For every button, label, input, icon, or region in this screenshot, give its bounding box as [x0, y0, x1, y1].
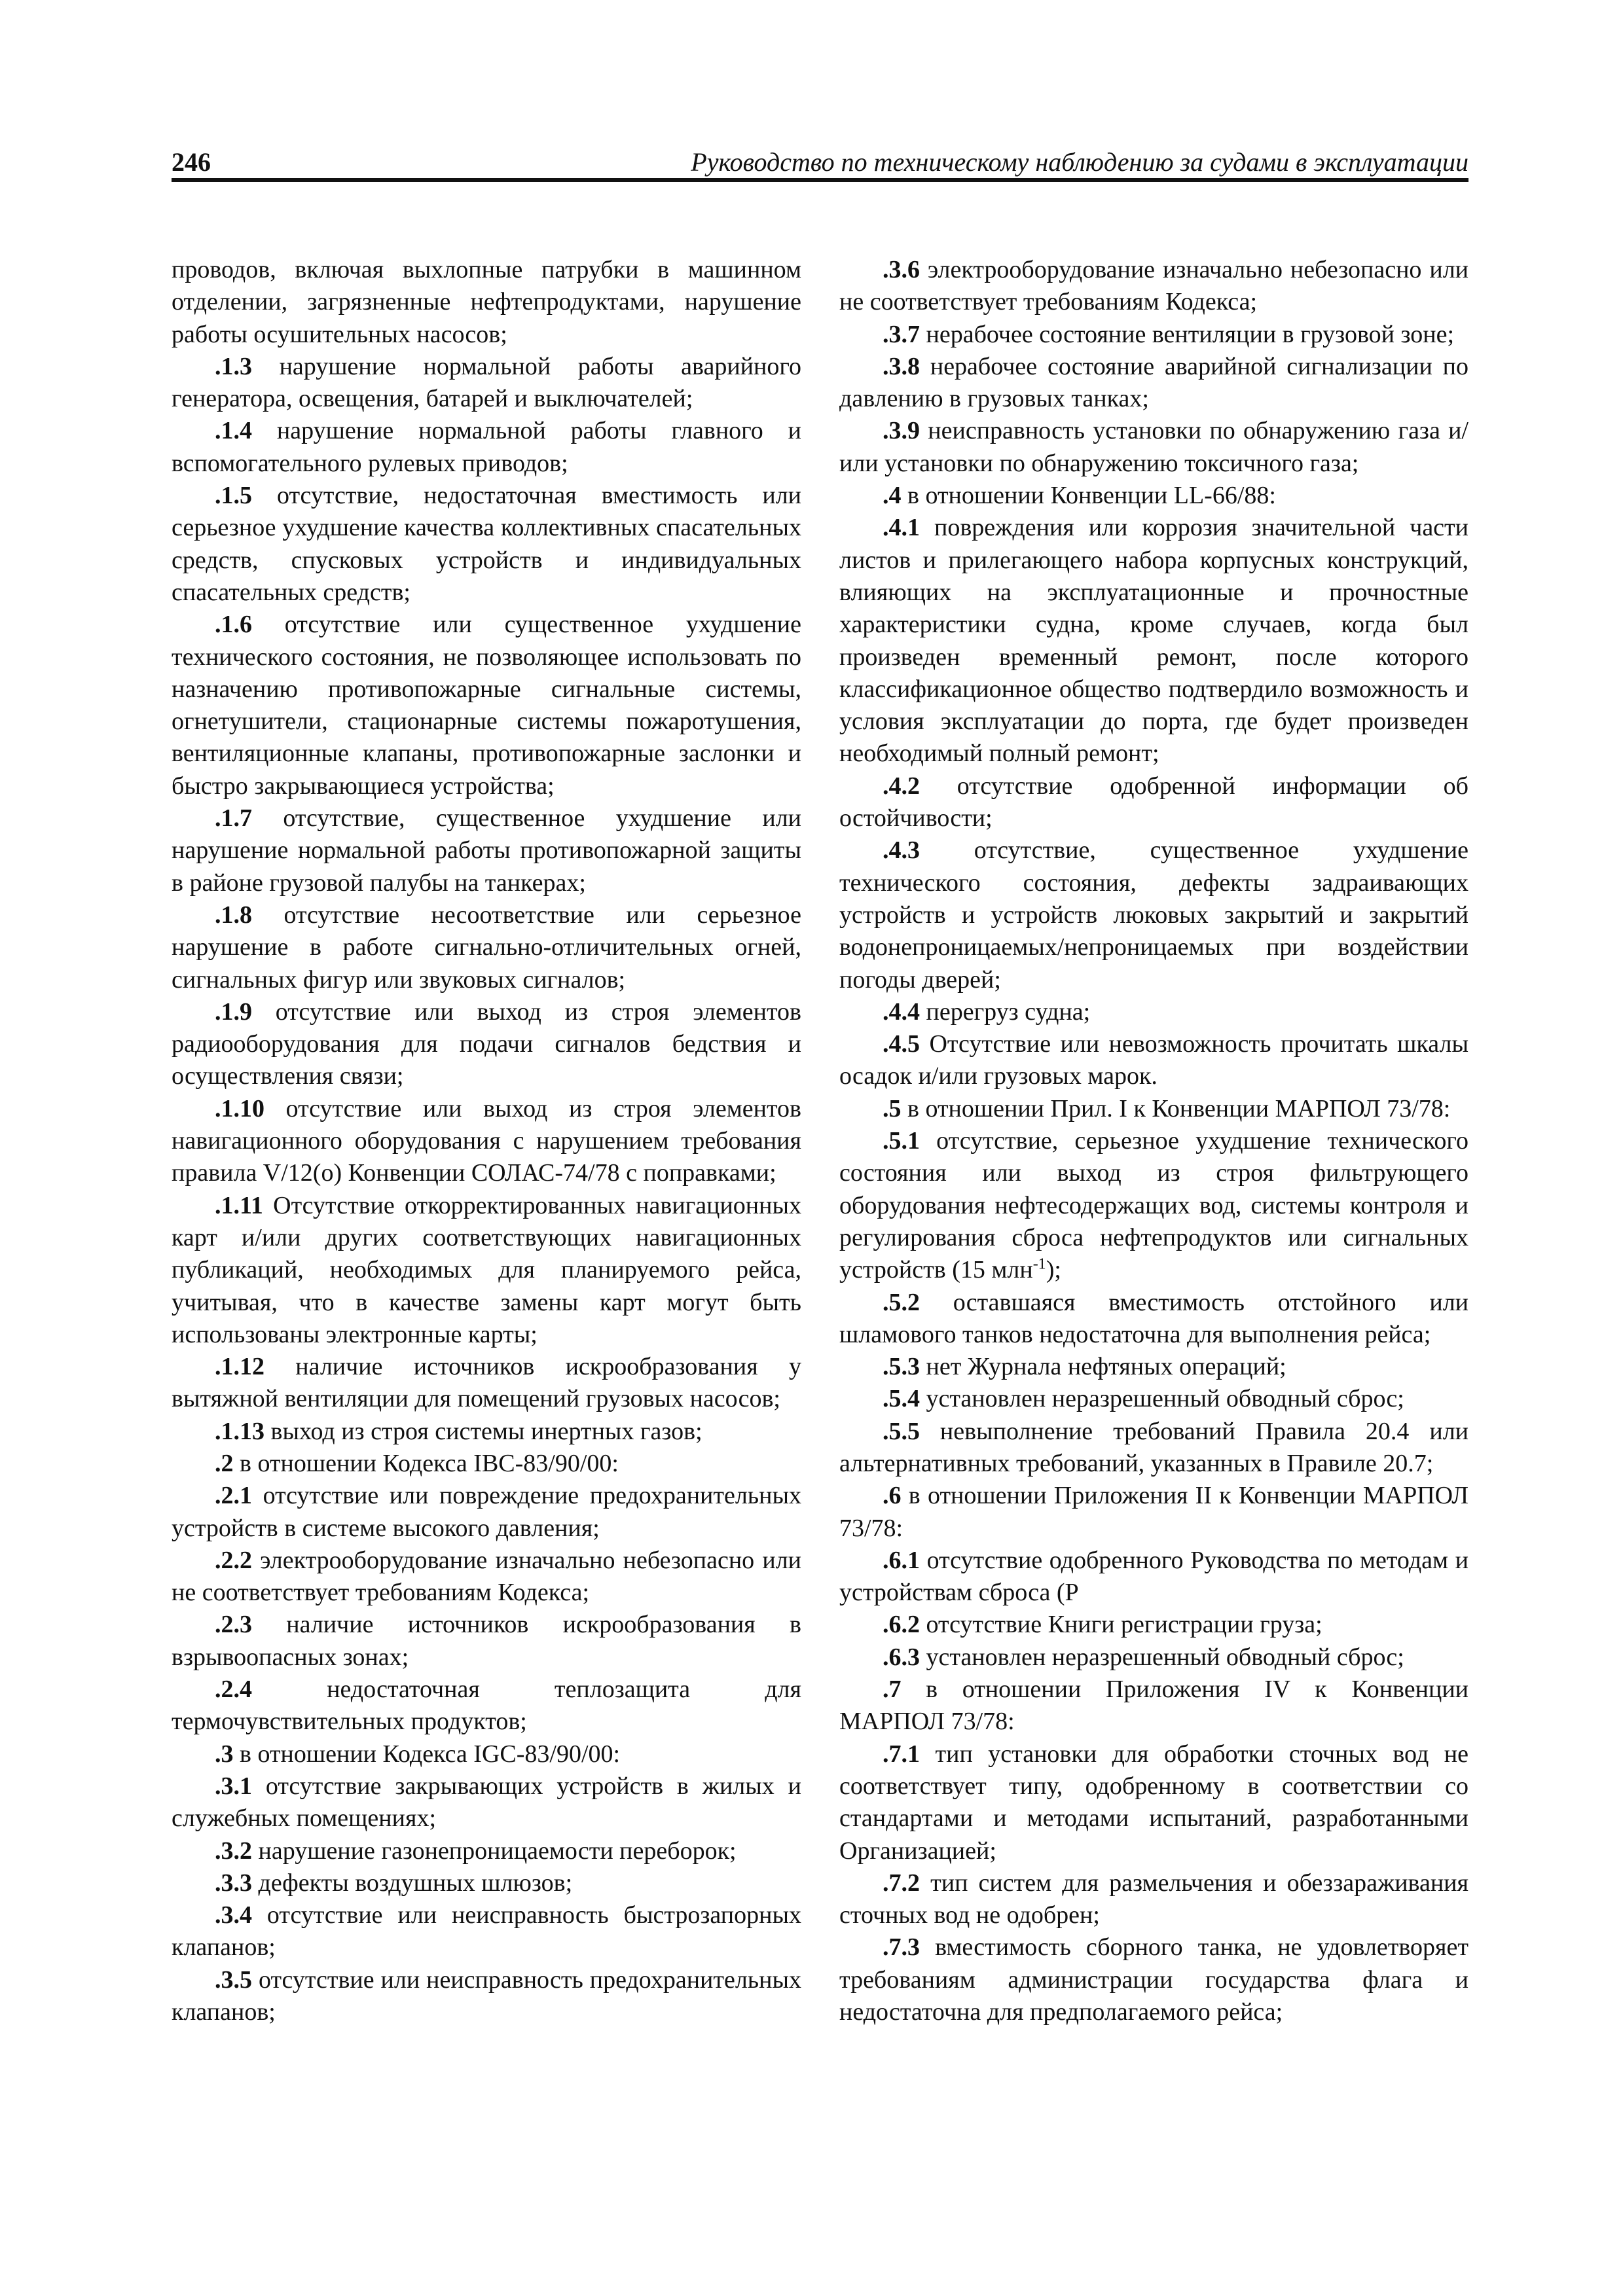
item-number: .1.8 — [215, 901, 252, 929]
item-text: отсутствие или существенное ухудшение технического состояния, не позволяющее использовать по назначению противопожарные сигнальные системы, огнетушители, стационарные системы пожаротушения, вентиляционные клапаны, противопожарные заслонки и быстро закрывающиеся устройства; — [172, 611, 801, 800]
paragraph — [172, 899, 801, 996]
item-number: .7.1 — [883, 1740, 920, 1768]
item-number: .6.3 — [883, 1643, 920, 1671]
item-number: .2.4 — [215, 1676, 252, 1704]
item-number: .3.7 — [883, 320, 920, 348]
item-text: нарушение нормальной работы аварийного генератора, освещения, батарей и выключателей; — [172, 352, 801, 413]
paragraph — [172, 1093, 801, 1190]
item-text: отсутствие или выход из строя элементов навигационного оборудования с нарушением требования правила V/12(o) Конвенции СОЛАС-74/78 с поправками; — [172, 1094, 801, 1187]
paragraph — [839, 1125, 1468, 1286]
item-text: в отношении Кодекса IGC-83/90/00: — [233, 1740, 621, 1768]
running-title: Руководство по техническому наблюдению за судами в эксплуатации — [691, 147, 1468, 177]
item-text: дефекты воздушных шлюзов; — [252, 1869, 573, 1897]
item-text: нарушение газонепроницаемости переборок; — [252, 1837, 737, 1865]
item-text: установлен неразрешенный обводный сброс; — [920, 1385, 1404, 1413]
paragraph — [172, 480, 801, 609]
item-text: нет Журнала нефтяных операций; — [920, 1353, 1286, 1381]
item-number: .2 — [215, 1449, 234, 1477]
item-number: .1.11 — [215, 1191, 263, 1219]
item-text: нерабочее состояние аварийной сигнализации по давлению в грузовых танках; — [839, 352, 1468, 413]
item-text: отсутствие или выход из строя элементов радиооборудования для подачи сигналов бедствия и осуществления связи; — [172, 997, 801, 1090]
paragraph — [172, 1448, 801, 1480]
paragraph — [839, 1674, 1468, 1738]
paragraph — [172, 1738, 801, 1770]
item-text: отсутствие закрывающих устройств в жилых и служебных помещениях; — [172, 1772, 801, 1833]
paragraph — [839, 1351, 1468, 1383]
item-text: отсутствие несоответствие или серьезное нарушение в работе сигнально-отличительных огней, сигнальных фигур или звуковых сигналов; — [172, 901, 801, 994]
left-column — [172, 254, 801, 2028]
item-text: в отношении Прил. I к Конвенции МАРПОЛ 73/78: — [901, 1094, 1451, 1122]
item-number: .1.9 — [215, 997, 252, 1026]
item-number: .3.2 — [215, 1837, 252, 1865]
item-text: в отношении Кодекса IBC-83/90/00: — [233, 1449, 619, 1477]
item-number: .3.4 — [215, 1901, 252, 1929]
paragraph — [839, 254, 1468, 319]
item-number: .5 — [883, 1094, 902, 1122]
item-number: .6 — [883, 1482, 902, 1510]
paragraph — [839, 1093, 1468, 1125]
item-number: .1.13 — [215, 1417, 264, 1445]
paragraph — [172, 609, 801, 802]
paragraph — [172, 1964, 801, 2029]
item-text: в отношении Приложения II к Конвенции МАРПОЛ 73/78: — [839, 1482, 1468, 1542]
paragraph — [172, 1480, 801, 1545]
paragraph — [172, 1674, 801, 1738]
item-number: .5.1 — [883, 1127, 920, 1155]
item-text: отсутствие или неисправность предохранительных клапанов; — [172, 1965, 801, 2026]
item-text: тип установки для обработки сточных вод не соответствует типу, одобренному в соответствии со стандартами и методами испытаний, разработанными Организацией; — [839, 1740, 1468, 1865]
item-text: Отсутствие или невозможность прочитать шкалы осадок и/или грузовых марок. — [839, 1030, 1468, 1090]
item-number: .4.4 — [883, 997, 920, 1026]
header-rule — [172, 178, 1468, 182]
item-text: в отношении Конвенции LL-66/88: — [901, 482, 1276, 510]
paragraph — [172, 1609, 801, 1674]
item-text: нарушение нормальной работы главного и вспомогательного рулевых приводов; — [172, 417, 801, 477]
item-text: нерабочее состояние вентиляции в грузовой зоне; — [920, 320, 1455, 348]
paragraph — [839, 1641, 1468, 1674]
item-number: .4.3 — [883, 836, 920, 865]
item-number: .3.3 — [215, 1869, 252, 1897]
item-number: .4.2 — [883, 772, 920, 800]
paragraph — [839, 834, 1468, 996]
item-number: .5.5 — [883, 1417, 920, 1445]
page-number: 246 — [172, 147, 211, 177]
item-number: .1.4 — [215, 417, 252, 445]
superscript: -1 — [1032, 1255, 1046, 1273]
item-number: .6.2 — [883, 1611, 920, 1639]
item-text: оставшаяся вместимость отстойного или шламового танков недостаточна для выполнения рейса; — [839, 1288, 1468, 1348]
item-text: тип систем для размельчения и обеззараживания сточных вод не одобрен; — [839, 1869, 1468, 1929]
item-number: .4 — [883, 482, 902, 510]
item-text: электрооборудование изначально небезопасно или не соответствует требованиям Кодекса; — [839, 256, 1468, 316]
item-text: отсутствие одобренного Руководства по методам и устройствам сброса (Р — [839, 1546, 1468, 1607]
item-text: наличие источников искрообразования у вытяжной вентиляции для помещений грузовых насосов; — [172, 1353, 801, 1413]
item-number: .1.6 — [215, 611, 252, 639]
page-header — [172, 145, 1468, 179]
paragraph — [839, 1287, 1468, 1352]
right-column — [839, 254, 1468, 2028]
paragraph — [839, 351, 1468, 416]
item-text: вместимость сборного танка, не удовлетворяет требованиям администрации государства флага и недостаточна для предполагаемого рейса; — [839, 1933, 1468, 2026]
item-number: .3 — [215, 1740, 234, 1768]
paragraph — [172, 802, 801, 899]
paragraph — [172, 1416, 801, 1448]
paragraph — [839, 1416, 1468, 1480]
paragraph — [839, 1383, 1468, 1415]
item-text: в отношении Приложения IV к Конвенции МАРПОЛ 73/78: — [839, 1676, 1468, 1736]
item-text: выход из строя системы инертных газов; — [264, 1417, 702, 1445]
paragraph — [839, 415, 1468, 480]
item-text: отсутствие, недостаточная вместимость или серьезное ухудшение качества коллективных спасательных средств, спусковых устройств и индивидуальных спасательных средств; — [172, 482, 801, 606]
paragraph — [172, 351, 801, 416]
item-text: отсутствие или неисправность быстрозапорных клапанов; — [172, 1901, 801, 1962]
paragraph — [172, 1770, 801, 1835]
item-number: .5.3 — [883, 1353, 920, 1381]
item-number: .3.9 — [883, 417, 920, 445]
paragraph — [172, 1545, 801, 1609]
item-text: неисправность установки по обнаружению газа и/или установки по обнаружению токсичного газа; — [839, 417, 1468, 477]
paragraph — [172, 1867, 801, 1899]
item-text: невыполнение требований Правила 20.4 или альтернативных требований, указанных в Правиле 20.7; — [839, 1417, 1468, 1477]
item-text: отсутствие, существенное ухудшение или нарушение нормальной работы противопожарной защиты в районе грузовой палубы на танкерах; — [172, 804, 801, 897]
paragraph — [172, 996, 801, 1093]
item-number: .2.1 — [215, 1482, 252, 1510]
paragraph — [839, 1867, 1468, 1932]
paragraph — [839, 1609, 1468, 1641]
item-number: .7 — [883, 1676, 902, 1704]
paragraph — [839, 480, 1468, 512]
paragraph — [839, 512, 1468, 770]
item-text: электрооборудование изначально небезопасно или не соответствует требованиям Кодекса; — [172, 1546, 801, 1607]
item-text: отсутствие или повреждение предохранительных устройств в системе высокого давления; — [172, 1482, 801, 1542]
item-text: отсутствие одобренной информации об остойчивости; — [839, 772, 1468, 833]
paragraph — [172, 1190, 801, 1351]
item-number: .6.1 — [883, 1546, 920, 1574]
item-number: .1.12 — [215, 1353, 264, 1381]
paragraph — [839, 1480, 1468, 1545]
item-number: .5.4 — [883, 1385, 920, 1413]
paragraph — [839, 1738, 1468, 1867]
item-text: недостаточная теплозащита для термочувствительных продуктов; — [172, 1676, 801, 1736]
paragraph — [839, 319, 1468, 351]
item-number: .2.3 — [215, 1611, 252, 1639]
paragraph — [839, 996, 1468, 1028]
item-number: .3.6 — [883, 256, 920, 283]
item-number: .1.7 — [215, 804, 252, 833]
item-number: .3.8 — [883, 352, 920, 380]
item-number: .1.10 — [215, 1094, 264, 1122]
paragraph — [172, 254, 801, 351]
item-number: .3.1 — [215, 1772, 252, 1800]
item-number: .1.3 — [215, 352, 252, 380]
item-text: отсутствие, существенное ухудшение технического состояния, дефекты задраивающих устройств и устройств люковых закрытий и закрытий водонепроницаемых/непроницаемых при воздействии погоды дверей; — [839, 836, 1468, 994]
item-text: повреждения или коррозия значительной части листов и прилегающего набора корпусных конструкций, влияющих на эксплуатационные и прочностные характеристики судна, кроме случаев, когда был произведен временный ремонт, после которого классификационное общество подтвердило возможность и условия эксплуатации до порта, где будет произведен необходимый полный ремонт; — [839, 514, 1468, 768]
item-number: .7.3 — [883, 1933, 920, 1962]
item-text: установлен неразрешенный обводный сброс; — [920, 1643, 1404, 1671]
item-number: .4.1 — [883, 514, 920, 542]
item-text: Отсутствие откорректированных навигационных карт и/или других соответствующих навигационных публикаций, необходимых для планируемого рейса, учитывая, что в качестве замены карт могут быть использованы электронные карты; — [172, 1191, 801, 1348]
item-text: наличие источников искрообразования в взрывоопасных зонах; — [172, 1611, 801, 1671]
item-number: .4.5 — [883, 1030, 920, 1058]
paragraph — [172, 1835, 801, 1867]
item-text-tail: ); — [1046, 1256, 1061, 1284]
paragraph — [839, 1028, 1468, 1093]
item-number: .5.2 — [883, 1288, 920, 1316]
item-text: отсутствие Книги регистрации груза; — [920, 1611, 1322, 1639]
item-text: перегруз судна; — [920, 997, 1091, 1026]
item-number: .2.2 — [215, 1546, 252, 1574]
item-number: .1.5 — [215, 482, 252, 510]
item-text: отсутствие, серьезное ухудшение технического состояния или выход из строя фильтрующего оборудования нефтесодержащих вод, системы контроля и регулирования сброса нефтепродуктов или сигнальных устройств (15 млн — [839, 1127, 1468, 1284]
paragraph — [172, 1899, 801, 1964]
item-text: проводов, включая выхлопные патрубки в машинном отделении, загрязненные нефтепродуктами, нарушение работы осушительных насосов; — [172, 256, 801, 348]
paragraph — [839, 770, 1468, 835]
item-number: .3.5 — [215, 1965, 252, 1994]
paragraph — [839, 1931, 1468, 2028]
paragraph — [172, 415, 801, 480]
paragraph — [839, 1545, 1468, 1609]
item-number: .7.2 — [883, 1869, 920, 1897]
paragraph — [172, 1351, 801, 1416]
